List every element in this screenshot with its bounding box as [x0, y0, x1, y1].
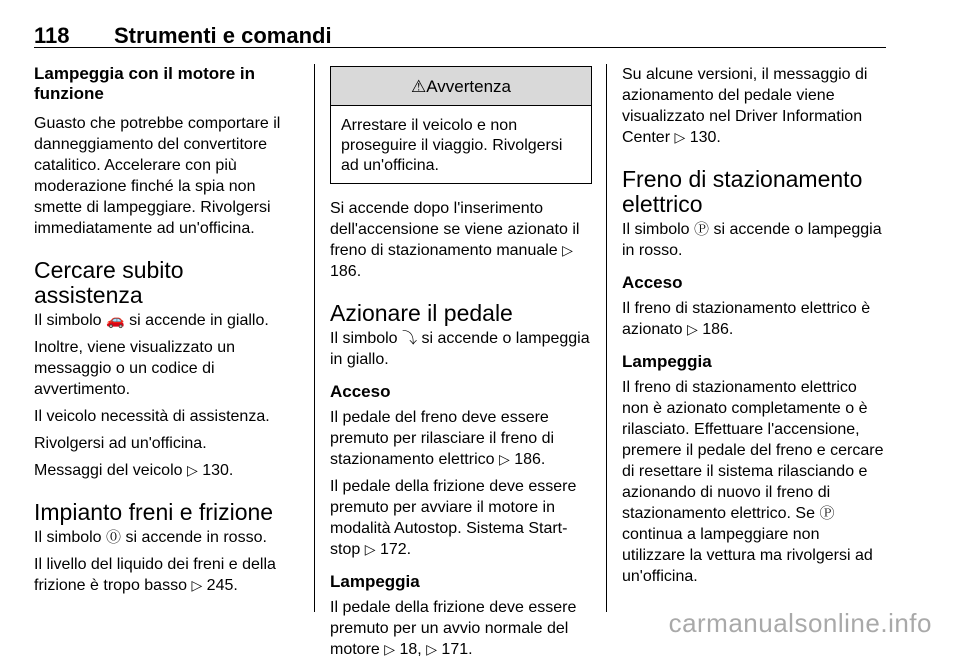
paragraph: Si accende dopo l'inserimento dell'accensione se viene azionato il freno di stazionamento manuale ▷ 186.	[330, 200, 580, 280]
arrow-icon: ▷	[686, 321, 698, 337]
column-divider	[606, 64, 607, 612]
arrow-icon: ▷	[191, 577, 203, 593]
paragraph: Il veicolo necessità di assistenza.	[34, 408, 270, 425]
page-number: 118	[34, 23, 70, 48]
page-header	[34, 9, 886, 48]
paragraph: Guasto che potrebbe comportare il danneggiamento del convertitore catalitico. Accelerare con più moderazione finché la spia non smette di lampeggiare. Rivolgersi immediatamente ad un'officina.	[34, 115, 281, 237]
column-2	[330, 64, 592, 666]
subsection-heading: Lampeggia	[330, 572, 420, 591]
arrow-icon: ▷	[562, 242, 573, 258]
paragraph: Il simbolo Ⓟ si accende o lampeggia in rosso.	[622, 221, 882, 259]
subsection-heading: Acceso	[330, 382, 391, 401]
paragraph: Il pedale della frizione deve essere premuto per avviare il motore in modalità Autostop. Sistema Start-stop ▷ 172.	[330, 478, 577, 558]
paragraph: Il simbolo ⤵ si accende o lampeggia in giallo.	[330, 330, 590, 368]
watermark: carmanualsonline.info	[668, 608, 932, 638]
arrow-icon: ▷	[426, 641, 437, 657]
paragraph: Il freno di stazionamento elettrico non è azionato completamente o è rilasciato. Effettuare l'accensione, premere il pedale del freno e cercare di resettare il sistema rilasciando e azionando di nuovo il freno di stazionamento elettrico. Se Ⓟ continua a lampeggiare non utilizzare la vettura ma rivolgersi ad un'officina.	[622, 379, 884, 585]
paragraph: Rivolgersi ad un'officina.	[34, 435, 207, 452]
warning-triangle-icon: ⚠	[411, 77, 427, 96]
arrow-icon: ▷	[364, 541, 376, 557]
pedal-icon: ⤵	[402, 330, 418, 347]
column-3	[622, 64, 886, 593]
section-heading: Azionare il pedale	[330, 300, 513, 326]
paragraph: Il livello del liquido dei freni e della frizione è tropo basso ▷ 245.	[34, 556, 276, 594]
arrow-icon: ▷	[186, 462, 198, 478]
warning-title: Avvertenza	[426, 77, 511, 96]
warning-box	[330, 66, 592, 184]
page-title: Strumenti e comandi	[114, 23, 332, 48]
parking-brake-icon: Ⓟ	[694, 221, 710, 238]
column-divider	[314, 64, 315, 612]
section-heading: Impianto freni e frizione	[34, 499, 274, 525]
arrow-icon: ▷	[674, 129, 686, 145]
paragraph: Su alcune versioni, il messaggio di azionamento del pedale viene visualizzato nel Driver Information Center ▷ 130.	[622, 66, 868, 146]
warning-header	[331, 67, 591, 106]
paragraph: Il simbolo 🚗 si accende in giallo.	[34, 312, 269, 329]
paragraph: Messaggi del veicolo ▷ 130.	[34, 462, 234, 479]
paragraph: Il pedale della frizione deve essere premuto per un avvio normale del motore ▷ 18, ▷ 171.	[330, 599, 577, 658]
paragraph: Il pedale del freno deve essere premuto per rilasciare il freno di stazionamento elettrico ▷ 186.	[330, 409, 555, 468]
section-heading: Cercare subito assistenza	[34, 257, 184, 308]
arrow-icon: ▷	[384, 641, 396, 657]
subsection-heading: Lampeggia	[622, 352, 712, 371]
service-car-icon: 🚗	[106, 312, 125, 329]
paragraph: Il simbolo ⓪ si accende in rosso.	[34, 529, 267, 546]
section-heading: Freno di stazionamento elettrico	[622, 166, 863, 217]
section-heading: Lampeggia con il motore in funzione	[34, 64, 256, 103]
parking-brake-icon: Ⓟ	[819, 505, 835, 522]
warning-body: Arrestare il veicolo e non proseguire il viaggio. Rivolgersi ad un'officina.	[341, 117, 563, 174]
subsection-heading: Acceso	[622, 273, 683, 292]
paragraph: Inoltre, viene visualizzato un messaggio o un codice di avvertimento.	[34, 339, 235, 398]
paragraph: Il freno di stazionamento elettrico è azionato ▷ 186.	[622, 300, 871, 338]
column-1	[34, 64, 296, 602]
arrow-icon: ▷	[498, 451, 510, 467]
brake-warning-icon: ⓪	[106, 529, 122, 546]
